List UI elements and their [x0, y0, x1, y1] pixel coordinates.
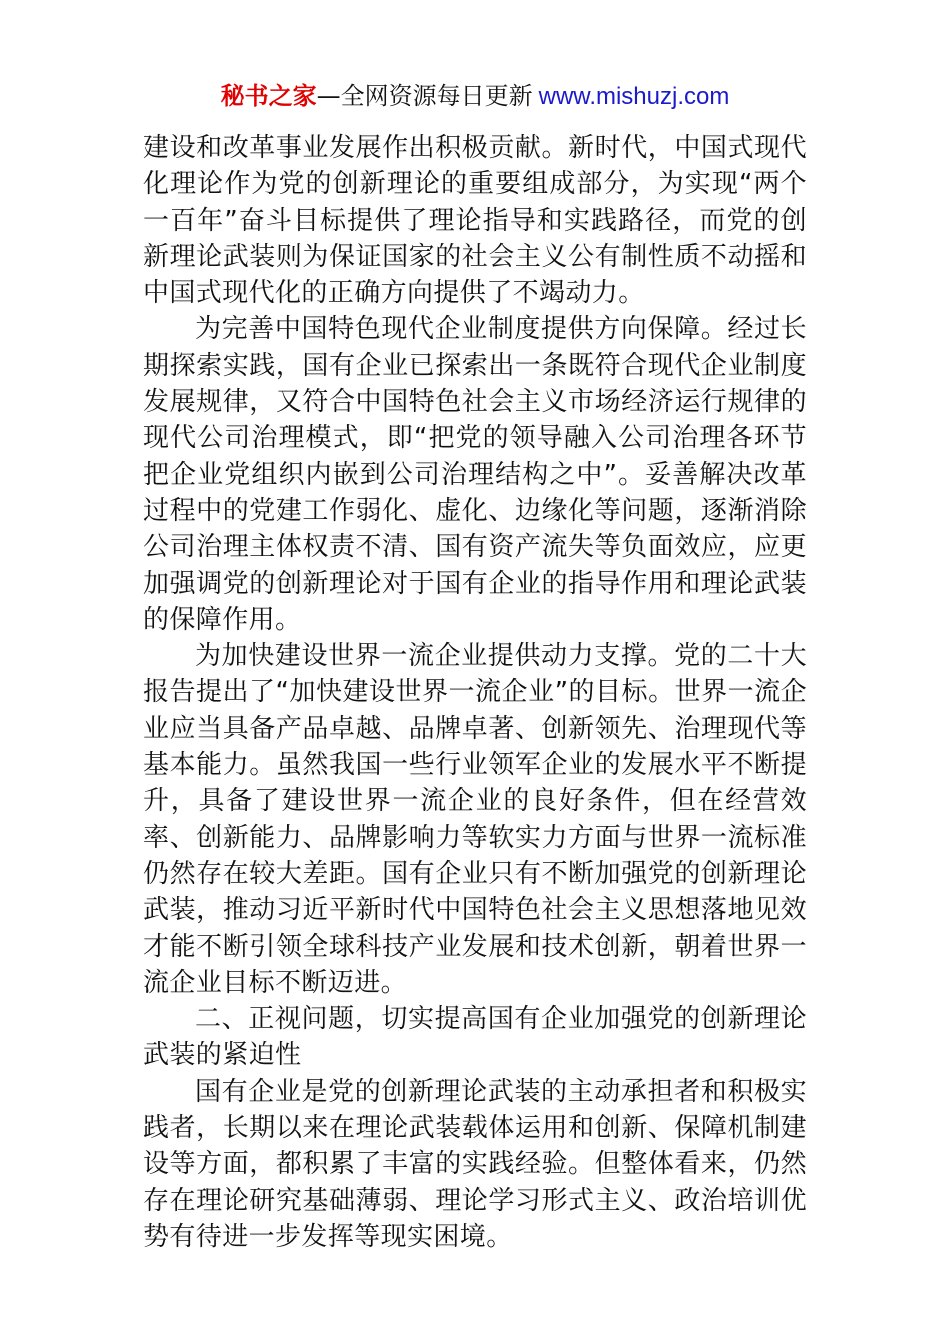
site-brand: 秘书之家	[220, 82, 317, 110]
page-header	[0, 80, 950, 113]
site-url-link[interactable]: www.mishuzj.com	[538, 83, 730, 110]
paragraph-enterprise-system: 为完善中国特色现代企业制度提供方向保障。经过长期探索实践，国有企业已探索出一条既符合现代企业制度发展规律，又符合中国特色社会主义市场经济运行规律的现代公司治理模式，即“把党的领导融入公司治理各环节把企业党组织内嵌到公司治理结构之中”。妥善解决改革过程中的党建工作弱化、虚化、边缘化等问题，逐渐消除公司治理主体权责不清、国有资产流失等负面效应，应更加强调党的创新理论对于国有企业的指导作用和理论武装的保障作用。	[143, 314, 807, 635]
paragraph-current-challenges: 国有企业是党的创新理论武装的主动承担者和积极实践者，长期以来在理论武装载体运用和创新、保障机制建设等方面，都积累了丰富的实践经验。但整体看来，仍然存在理论研究基础薄弱、理论学习形式主义、政治培训优势有待进一步发挥等现实困境。	[143, 1076, 807, 1252]
paragraph-world-class-enterprise: 为加快建设世界一流企业提供动力支撑。党的二十大报告提出了“加快建设世界一流企业”的目标。世界一流企业应当具备产品卓越、品牌卓著、创新领先、治理现代等基本能力。虽然我国一些行业领军企业的发展水平不断提升，具备了建设世界一流企业的良好条件，但在经营效率、创新能力、品牌影响力等软实力方面与世界一流标准仍然存在较大差距。国有企业只有不断加强党的创新理论武装，推动习近平新时代中国特色社会主义思想落地见效才能不断引领全球科技产业发展和技术创新，朝着世界一流企业目标不断迈进。	[143, 641, 807, 998]
site-tagline: —全网资源每日更新	[316, 82, 533, 110]
section-heading: 二、正视问题，切实提高国有企业加强党的创新理论武装的紧迫性	[143, 1004, 807, 1071]
document-body	[143, 130, 807, 1255]
paragraph-continuation: 建设和改革事业发展作出积极贡献。新时代，中国式现代化理论作为党的创新理论的重要组成部分，为实现“两个一百年”奋斗目标提供了理论指导和实践路径，而党的创新理论武装则为保证国家的社会主义公有制性质不动摇和中国式现代化的正确方向提供了不竭动力。	[143, 133, 807, 309]
